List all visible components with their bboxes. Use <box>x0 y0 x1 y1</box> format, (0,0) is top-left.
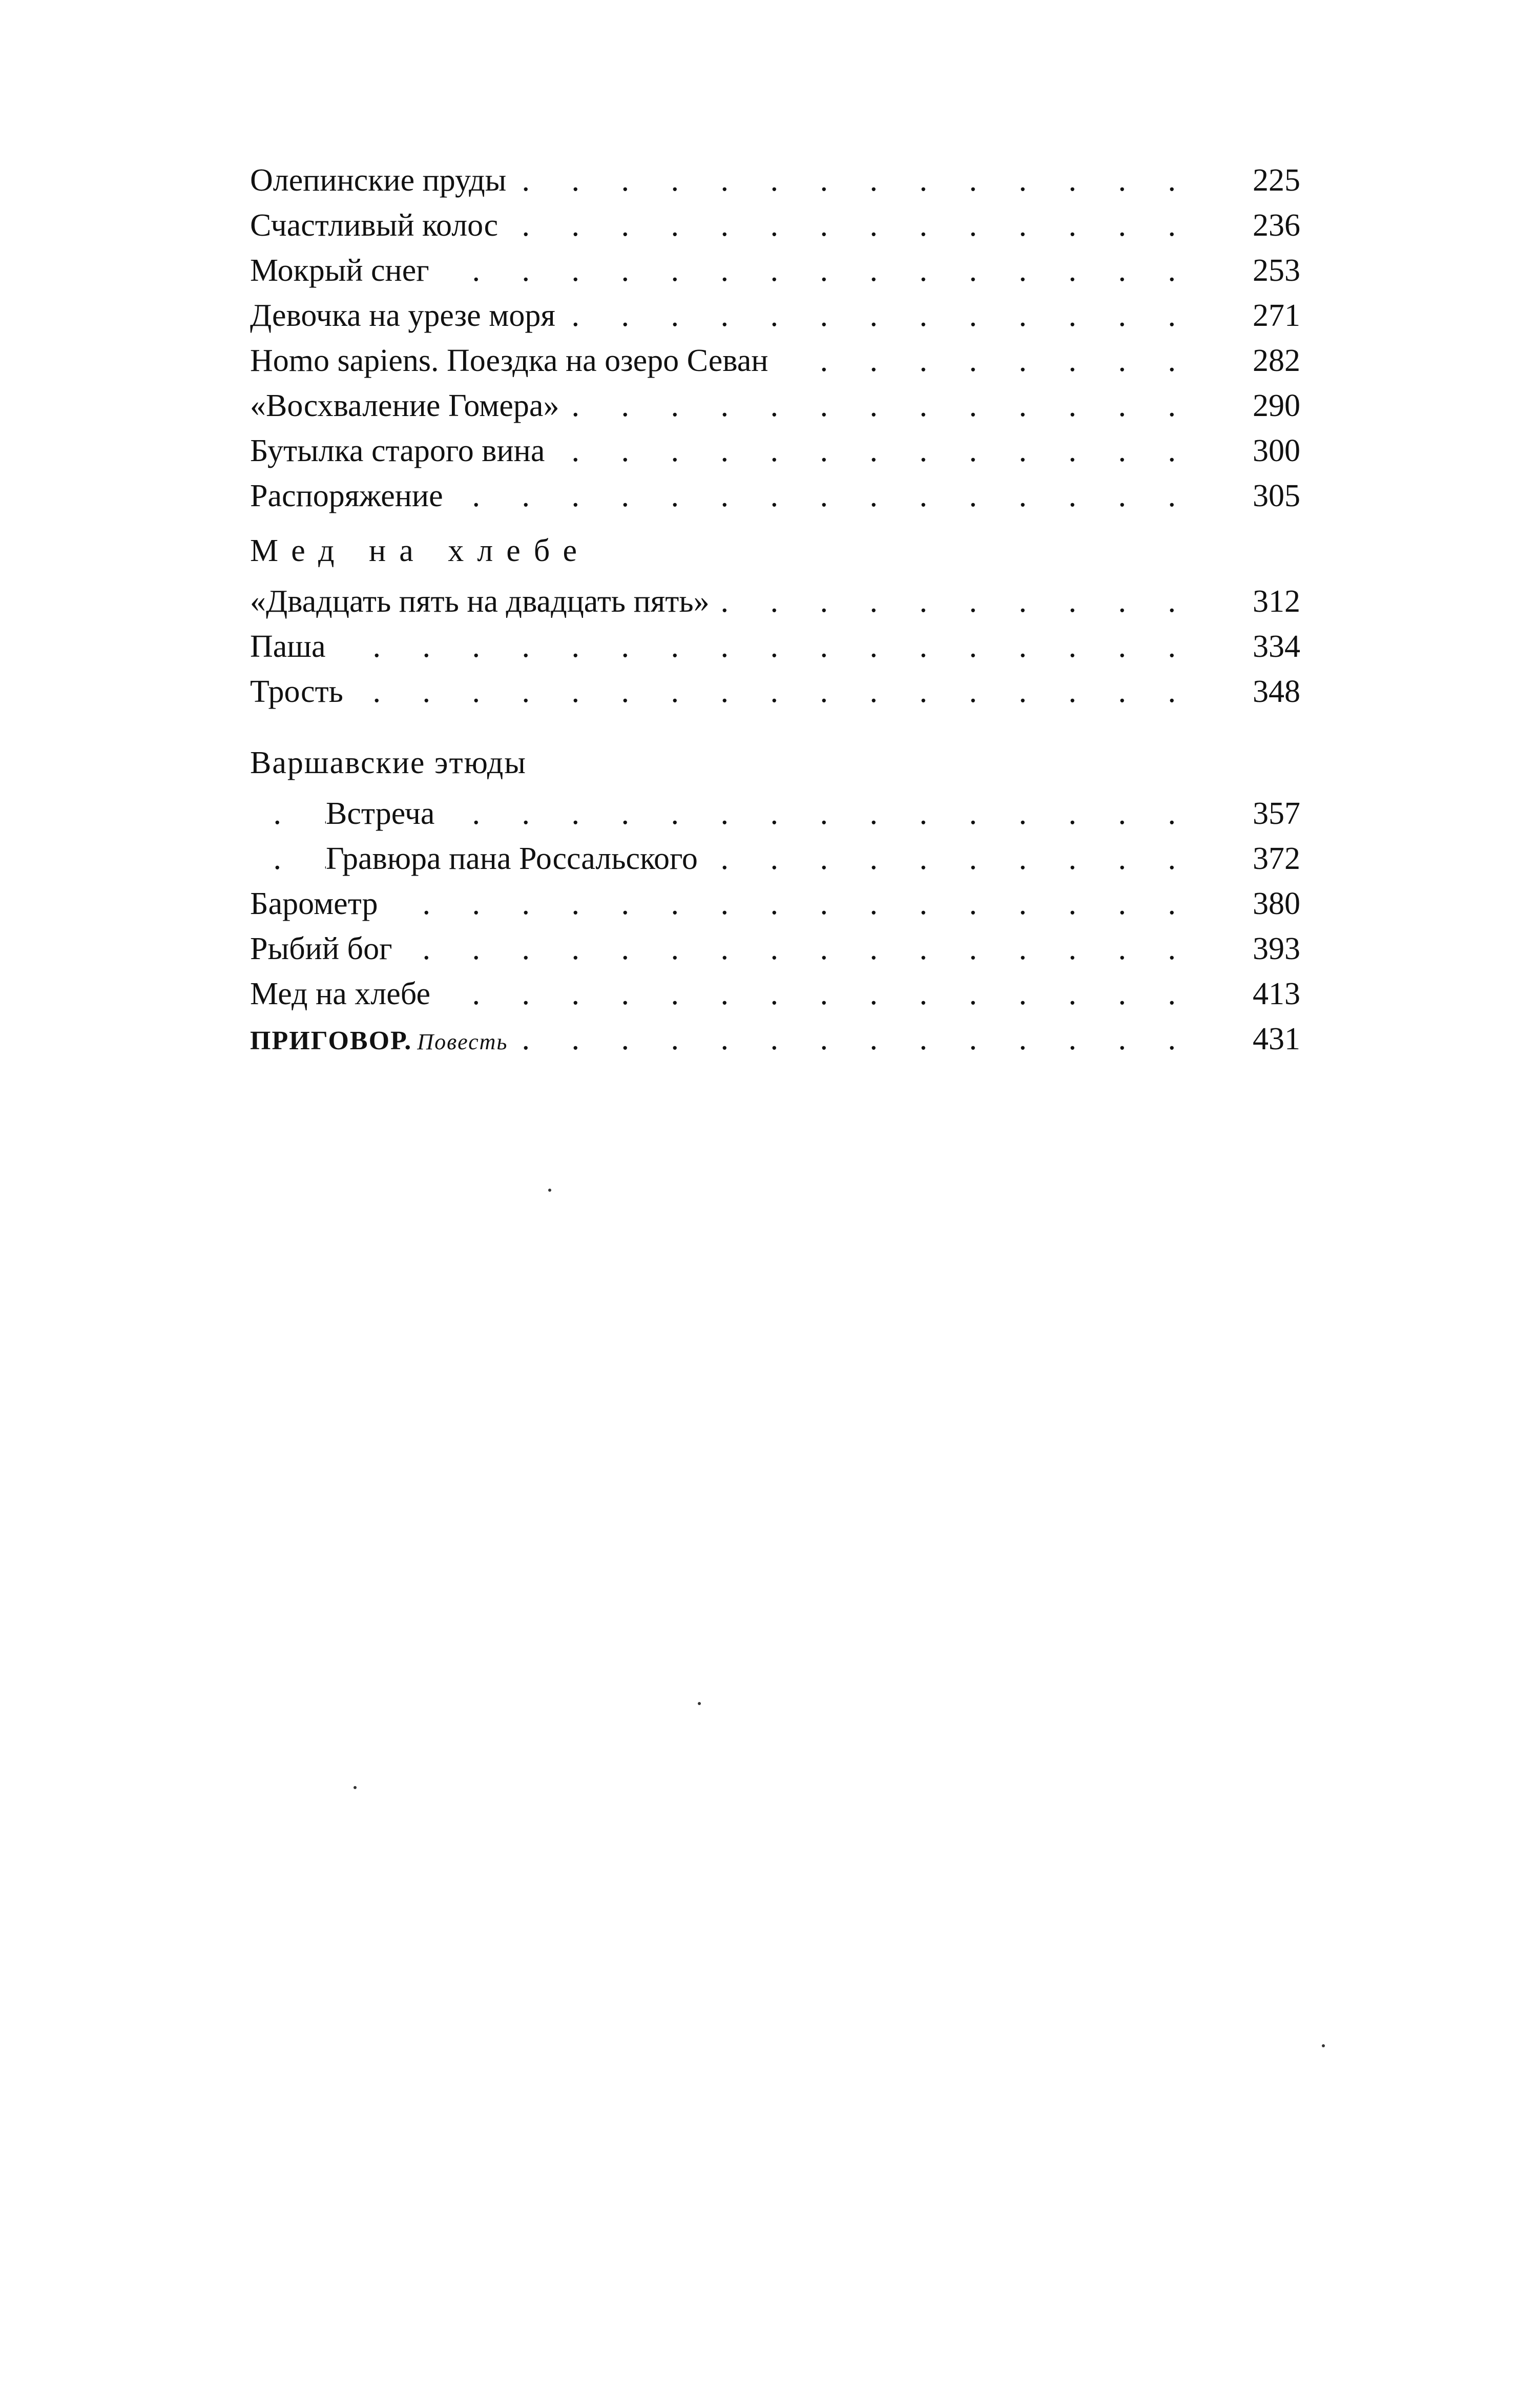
toc-entry-subtitle: Повесть <box>417 1029 508 1054</box>
toc-entry-page: 334 <box>1253 629 1300 664</box>
toc-section-heading: Мед на хлебе <box>250 533 590 568</box>
toc-entry <box>250 248 1300 293</box>
toc-entry-title: Мед на хлебе <box>250 977 439 1011</box>
table-of-contents <box>250 158 1300 1062</box>
toc-entry <box>250 971 1300 1016</box>
toc-entry-title: Бутылка старого вина <box>250 433 553 468</box>
toc-entry-title: «Восхваление Гомера» <box>250 388 567 423</box>
toc-entry <box>250 791 1300 836</box>
toc-entry-title: Паша <box>250 629 334 664</box>
toc-entry <box>250 836 1300 881</box>
toc-entry-title: Рыбий бог <box>250 931 401 966</box>
toc-entry-novella <box>250 1016 1300 1062</box>
toc-entry-title: «Двадцать пять на двадцать пять» <box>250 584 718 619</box>
toc-entry-title: Олепинские пруды <box>250 163 514 198</box>
scan-speck <box>698 1702 701 1705</box>
toc-entry <box>250 383 1300 428</box>
toc-entry <box>250 579 1300 624</box>
toc-entry-page: 393 <box>1253 931 1300 966</box>
toc-entry-page: 271 <box>1253 298 1300 333</box>
toc-entry-page: 290 <box>1253 388 1300 423</box>
toc-entry-title: Гравюра пана Россальского <box>326 841 706 876</box>
toc-entry-page: 312 <box>1253 584 1300 619</box>
toc-entry-title: ПРИГОВОР. <box>250 1026 412 1055</box>
toc-entry-page: 253 <box>1253 253 1300 288</box>
toc-entry-title: Девочка на урезе моря <box>250 298 564 333</box>
toc-entry <box>250 926 1300 971</box>
toc-entry-page: 236 <box>1253 208 1300 243</box>
toc-entry <box>250 428 1300 473</box>
toc-entry <box>250 158 1300 203</box>
toc-entry <box>250 881 1300 926</box>
toc-entry-page: 300 <box>1253 433 1300 468</box>
toc-entry-page: 305 <box>1253 479 1300 513</box>
toc-entry-page: 431 <box>1253 1022 1300 1056</box>
toc-entry-title: Распоряжение <box>250 479 451 513</box>
scan-speck <box>1322 2044 1325 2047</box>
toc-entry <box>250 338 1300 383</box>
toc-entry-title: Мокрый снег <box>250 253 438 288</box>
toc-entry-title: Трость <box>250 674 351 709</box>
scan-speck <box>548 1189 551 1192</box>
toc-entry-title: Homo sapiens. Поездка на озеро Севан <box>250 343 776 378</box>
toc-entry-page: 357 <box>1253 796 1300 831</box>
toc-entry <box>250 624 1300 669</box>
toc-entry-page: 372 <box>1253 841 1300 876</box>
toc-entry <box>250 669 1300 714</box>
toc-entry-page: 225 <box>1253 163 1300 198</box>
toc-entry-page: 282 <box>1253 343 1300 378</box>
toc-entry-title: Встреча <box>326 796 443 831</box>
toc-entry <box>250 203 1300 248</box>
toc-entry-title: Счастливый колос <box>250 208 506 243</box>
toc-entry <box>250 473 1300 518</box>
toc-entry-page: 413 <box>1253 977 1300 1011</box>
scan-speck <box>354 1786 357 1789</box>
toc-entry-title: Барометр <box>250 886 386 921</box>
toc-entry-page: 348 <box>1253 674 1300 709</box>
toc-entry <box>250 293 1300 338</box>
toc-entry-page: 380 <box>1253 886 1300 921</box>
toc-section-heading: Варшавские этюды <box>250 745 527 780</box>
